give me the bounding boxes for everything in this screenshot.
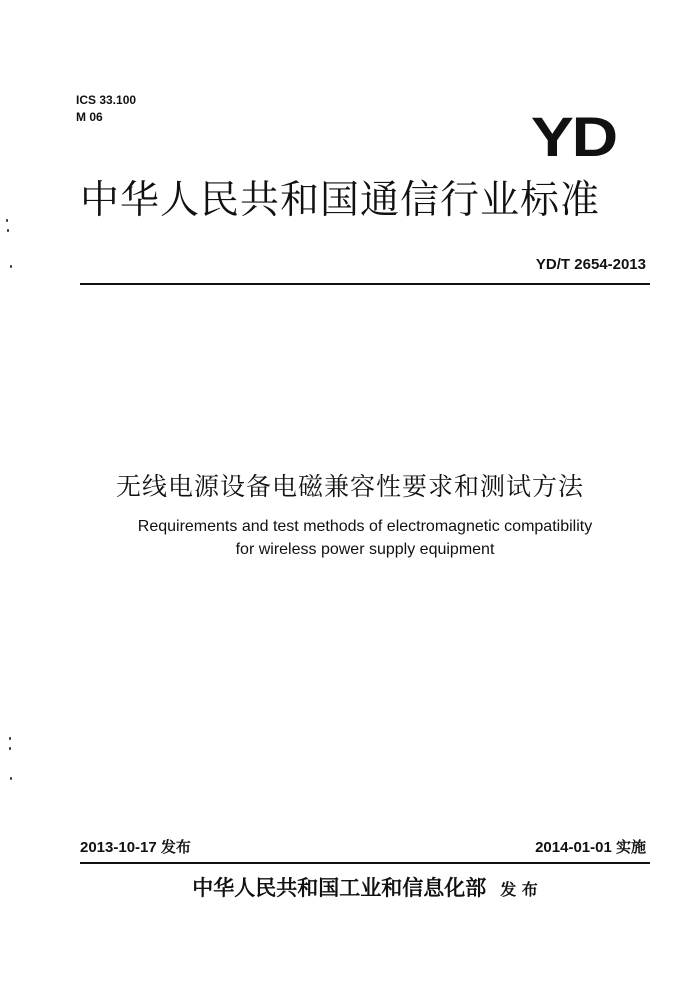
document-title-english (0, 515, 700, 561)
implement-date: 2014-01-01 实施 (535, 839, 646, 856)
category-code: M 06 (76, 110, 103, 124)
publish-date: 2013-10-17 发布 (80, 839, 191, 856)
scan-speck (6, 219, 8, 222)
standard-title: 中华人民共和国通信行业标准 (80, 178, 601, 223)
top-divider (80, 283, 650, 285)
scan-speck (10, 777, 12, 780)
scan-speck (9, 747, 11, 750)
issue-action: 发 布 (500, 880, 538, 899)
scan-speck (10, 265, 12, 268)
issuer-line (0, 874, 700, 904)
standard-number: YD/T 2654-2013 (535, 256, 646, 273)
yd-logo: YD (531, 105, 616, 168)
classification-block (76, 92, 136, 126)
ics-code: ICS 33.100 (76, 93, 137, 107)
document-title-chinese: 无线电源设备电磁兼容性要求和测试方法 (115, 472, 584, 501)
english-title-line-1: Requirements and test methods of electromagnetic compatibility (137, 518, 593, 535)
issuer-name: 中华人民共和国工业和信息化部 (192, 875, 487, 900)
scan-speck (9, 737, 11, 740)
scan-speck (7, 229, 9, 232)
english-title-line-2: for wireless power supply equipment (235, 541, 495, 558)
bottom-divider (80, 862, 650, 864)
